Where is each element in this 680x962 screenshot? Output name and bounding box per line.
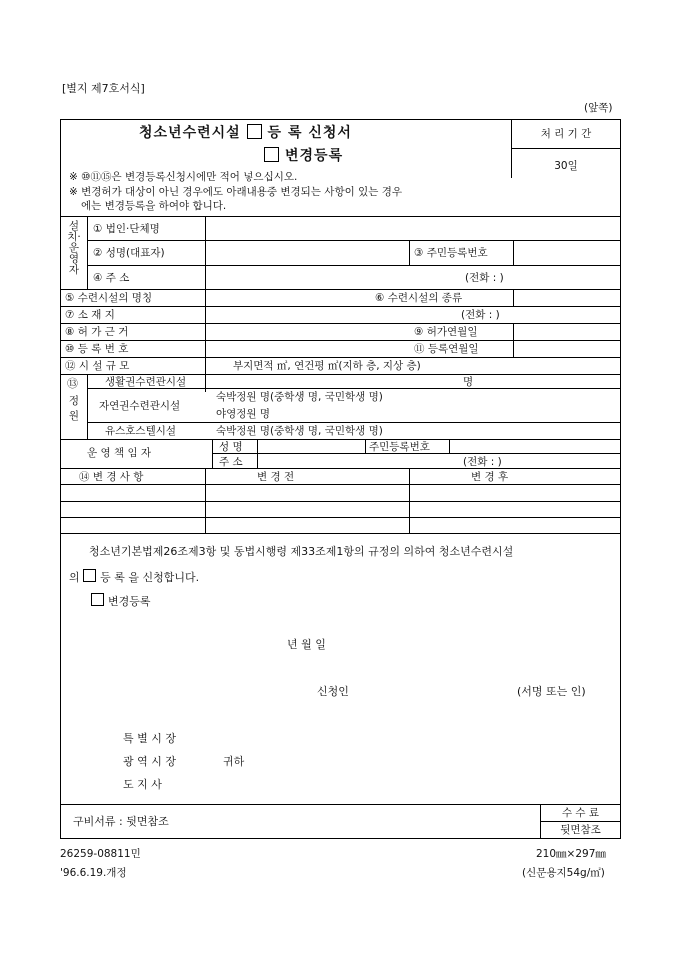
declaration-register-label: 등 록 을 신청합니다.	[100, 571, 200, 584]
manager-address-label: 주 소	[219, 456, 243, 468]
changes-header: ⑭ 변 경 사 항	[79, 471, 144, 483]
nature-camping-value: 야영정원 명	[216, 408, 271, 420]
declaration-register-checkbox[interactable]	[83, 569, 96, 582]
nature-facility-label: 자연권수련관시설	[99, 400, 181, 412]
reg-no-label: ⑩ 등 록 번 호	[65, 343, 129, 355]
page-side-note: (앞쪽)	[584, 102, 613, 114]
form-number: [별지 제7호서식]	[62, 82, 145, 95]
manager-label: 운 영 책 임 자	[87, 447, 152, 459]
hostel-label: 유스호스텔시설	[105, 425, 177, 437]
note-2a: ※ 변경허가 대상이 아닌 경우에도 아래내용중 변경되는 사항이 있는 경우	[69, 186, 402, 198]
facility-type-label: ⑥ 수련시설의 종류	[375, 292, 463, 304]
change-title	[264, 147, 343, 162]
signature-hint: (서명 또는 인)	[517, 685, 586, 698]
declaration-prefix: 의	[69, 571, 80, 584]
manager-phone: (전화 : )	[463, 456, 502, 468]
declaration-change-checkbox[interactable]	[91, 593, 104, 606]
scale-label: ⑫ 시 설 규 모	[65, 360, 130, 372]
manager-name-label: 성 명	[219, 441, 243, 453]
permit-basis-label: ⑧ 허 가 근 거	[65, 326, 129, 338]
declaration-line-3	[91, 593, 151, 608]
paper-type: (신문용지54g/㎡)	[522, 867, 605, 879]
revision-date: '96.6.19.개정	[60, 867, 127, 879]
manager-resident-no-label: 주민등록번호	[369, 441, 430, 453]
changes-after-header: 변 경 후	[471, 471, 509, 483]
change-option-label: 변경등록	[285, 148, 344, 164]
capacity-group-label: 정원	[68, 395, 80, 422]
address-phone: (전화 : )	[465, 272, 504, 284]
facility-name-label: ⑤ 수련시설의 명칭	[65, 292, 153, 304]
addressee-honorific: 귀하	[223, 755, 245, 768]
rep-name-label: ② 성명(대표자)	[93, 247, 165, 259]
fee-value: 뒷면참조	[560, 824, 601, 836]
changes-before-header: 변 경 전	[257, 471, 295, 483]
capacity-number: ⑬	[67, 377, 78, 390]
scale-value: 부지면적 ㎡, 연건평 ㎡(지하 층, 지상 층)	[233, 360, 421, 372]
hostel-value: 숙박정원 명(중학생 명, 국민학생 명)	[216, 425, 383, 437]
living-facility-label: 생활권수련관시설	[105, 376, 187, 388]
processing-period-value: 30일	[554, 160, 578, 172]
addressee-province: 도 지 사	[123, 778, 162, 791]
corp-name-label: ① 법인·단체명	[93, 223, 160, 235]
applicant-signature-label: 신청인	[317, 685, 349, 698]
register-checkbox[interactable]	[247, 124, 262, 139]
declaration-line-2	[69, 569, 199, 584]
required-documents: 구비서류 : 뒷면참조	[73, 815, 169, 828]
note-1: ※ ⑩⑪⑮은 변경등록신청시에만 적어 넣으십시오.	[69, 171, 298, 183]
register-option-label: 등 록 신청서	[267, 125, 352, 141]
location-phone: (전화 : )	[461, 309, 500, 321]
application-form	[60, 119, 621, 839]
processing-period-label: 처 리 기 간	[540, 128, 592, 140]
note-2b: 에는 변경등록을 하여야 합니다.	[81, 200, 227, 212]
declaration-change-label: 변경등록	[108, 595, 151, 608]
declaration-date: 년 월 일	[287, 638, 326, 651]
paper-size: 210㎜×297㎜	[536, 848, 606, 860]
declaration-line-1: 청소년기본법제26조제3항 및 동법시행령 제33조제1항의 규정의 의하여 청소년수련시설	[89, 545, 514, 558]
address-label: ④ 주 소	[93, 272, 130, 284]
applicant-group-label: 설치·운영자	[67, 220, 81, 276]
nature-lodging-value: 숙박정원 명(중학생 명, 국민학생 명)	[216, 391, 383, 403]
form-title-text: 청소년수련시설	[139, 125, 241, 141]
addressee-special-city: 특 별 시 장	[123, 732, 176, 745]
living-facility-value: 명	[463, 376, 474, 388]
form-code: 26259-08811민	[60, 848, 141, 860]
location-label: ⑦ 소 재 지	[65, 309, 115, 321]
fee-label: 수 수 료	[561, 807, 600, 819]
addressee-metro-city: 광 역 시 장	[123, 755, 176, 768]
change-registration-checkbox[interactable]	[264, 147, 279, 162]
permit-date-label: ⑨ 허가연월일	[414, 326, 478, 338]
reg-date-label: ⑪ 등록연월일	[414, 343, 479, 355]
form-title	[139, 124, 352, 139]
resident-no-label: ③ 주민등록번호	[414, 247, 488, 259]
